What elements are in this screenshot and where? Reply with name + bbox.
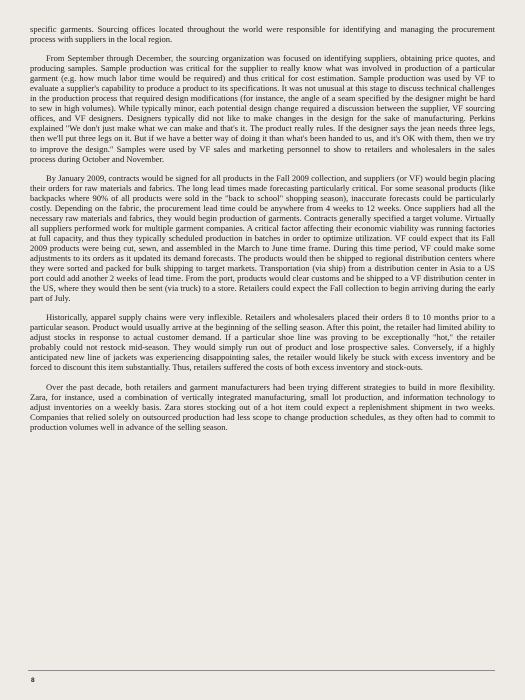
footer-rule — [28, 670, 495, 671]
page-number: 8 — [31, 677, 35, 684]
paragraph-2: From September through December, the sourcing organization was focused on identifying suppliers, obtaining price quotes, and producing samples. Sample production was critical for the supplier to really know what was involved in production of a particular garment (e.g. how much labor time would be required) and thus critical for cost estimation. Sample production was used by VF to evaluate a supplier's capability to produce a product to its specifications. It was not unusual at this stage to discuss technical challenges in the production process that required design modifications (for instance, the angle of a seam specified by the designer might be hard to sew in high volumes). While typically minor, each potential design change required a discussion between the supplier, VF sourcing offices, and VF designers. Designers typically did not like to make changes in the design for the sake of manufacturing. Perkins explained "We don't just make what we can make and that's it. The product really rules. If the designer says the jean needs three legs, then we'll put three legs on it. But if we have a better way of doing it than what's been handed to us, and it's OK with them, then we try to improve the design." Samples were used by VF sales and marketing personnel to show to retailers and wholesalers in the sales process during October and November. — [30, 53, 495, 164]
paragraph-3: By January 2009, contracts would be signed for all products in the Fall 2009 collection, and suppliers (or VF) would begin placing their orders for raw materials and fabrics. The long lead times made forecasting particularly critical. For some seasonal products (like backpacks where 90% of all products were sold in the "back to school" shopping season), inaccurate forecasts could be particularly costly. Depending on the fabric, the procurement lead time could be anywhere from 4 weeks to 12 weeks. Once suppliers had all the necessary raw materials and fabrics, they would begin production of garments. Contracts generally specified a target volume. Virtually all suppliers performed work for multiple garment companies. A critical factor affecting their economic viability was running factories at full capacity, and thus they typically scheduled production in batches in order to optimize utilization. VF could expect that its Fall 2009 products were being cut, sewn, and assembled in the March to June time frame. During this time period, VF could make some adjustments to its orders as it updated its demand forecasts. The products would then be shipped to regional distribution centers where they were sorted and packed for bulk shipping to target markets. Transportation (via ship) from a distribution center in Asia to a US port could add another 2 weeks of lead time. From the port, products would clear customs and be shipped to a VF distribution center in the US, where they would then be sent (via truck) to a store. Retailers could expect the Fall collection to begin arriving during the early part of July. — [30, 172, 495, 304]
paragraph-4: Historically, apparel supply chains were very inflexible. Retailers and wholesalers placed their orders 8 to 10 months prior to a particular season. Product would usually arrive at the beginning of the selling season. After this point, the retailer had limited ability to adjust stocks in response to actual customer demand. If a particular shoe line was proving to be exceptionally "hot," the retailer probably could not restock mid-season. They would simply run out of product and lose prospective sales. Conversely, if a highly anticipated new line of jackets was experiencing disappointing sales, the retailer would likely be stuck with excess inventory and be forced to discount this item substantially. Thus, retailers suffered the costs of both excess inventory and stock-outs. — [30, 312, 495, 373]
paragraph-5: Over the past decade, both retailers and garment manufacturers had been trying different strategies to build in more flexibility. Zara, for instance, used a combination of vertically integrated manufacturing, small lot production, and information technology to adjust inventories on a weekly basis. Zara stores stocking out of a hot item could expect a replenishment shipment in two weeks. Companies that relied solely on outsourced production had less scope to change production schedules, as they often had to commit to production volumes well in advance of the selling season. — [30, 381, 495, 432]
paragraph-1: specific garments. Sourcing offices located throughout the world were responsible for identifying and managing the procurement process with suppliers in the local region. — [30, 24, 495, 45]
